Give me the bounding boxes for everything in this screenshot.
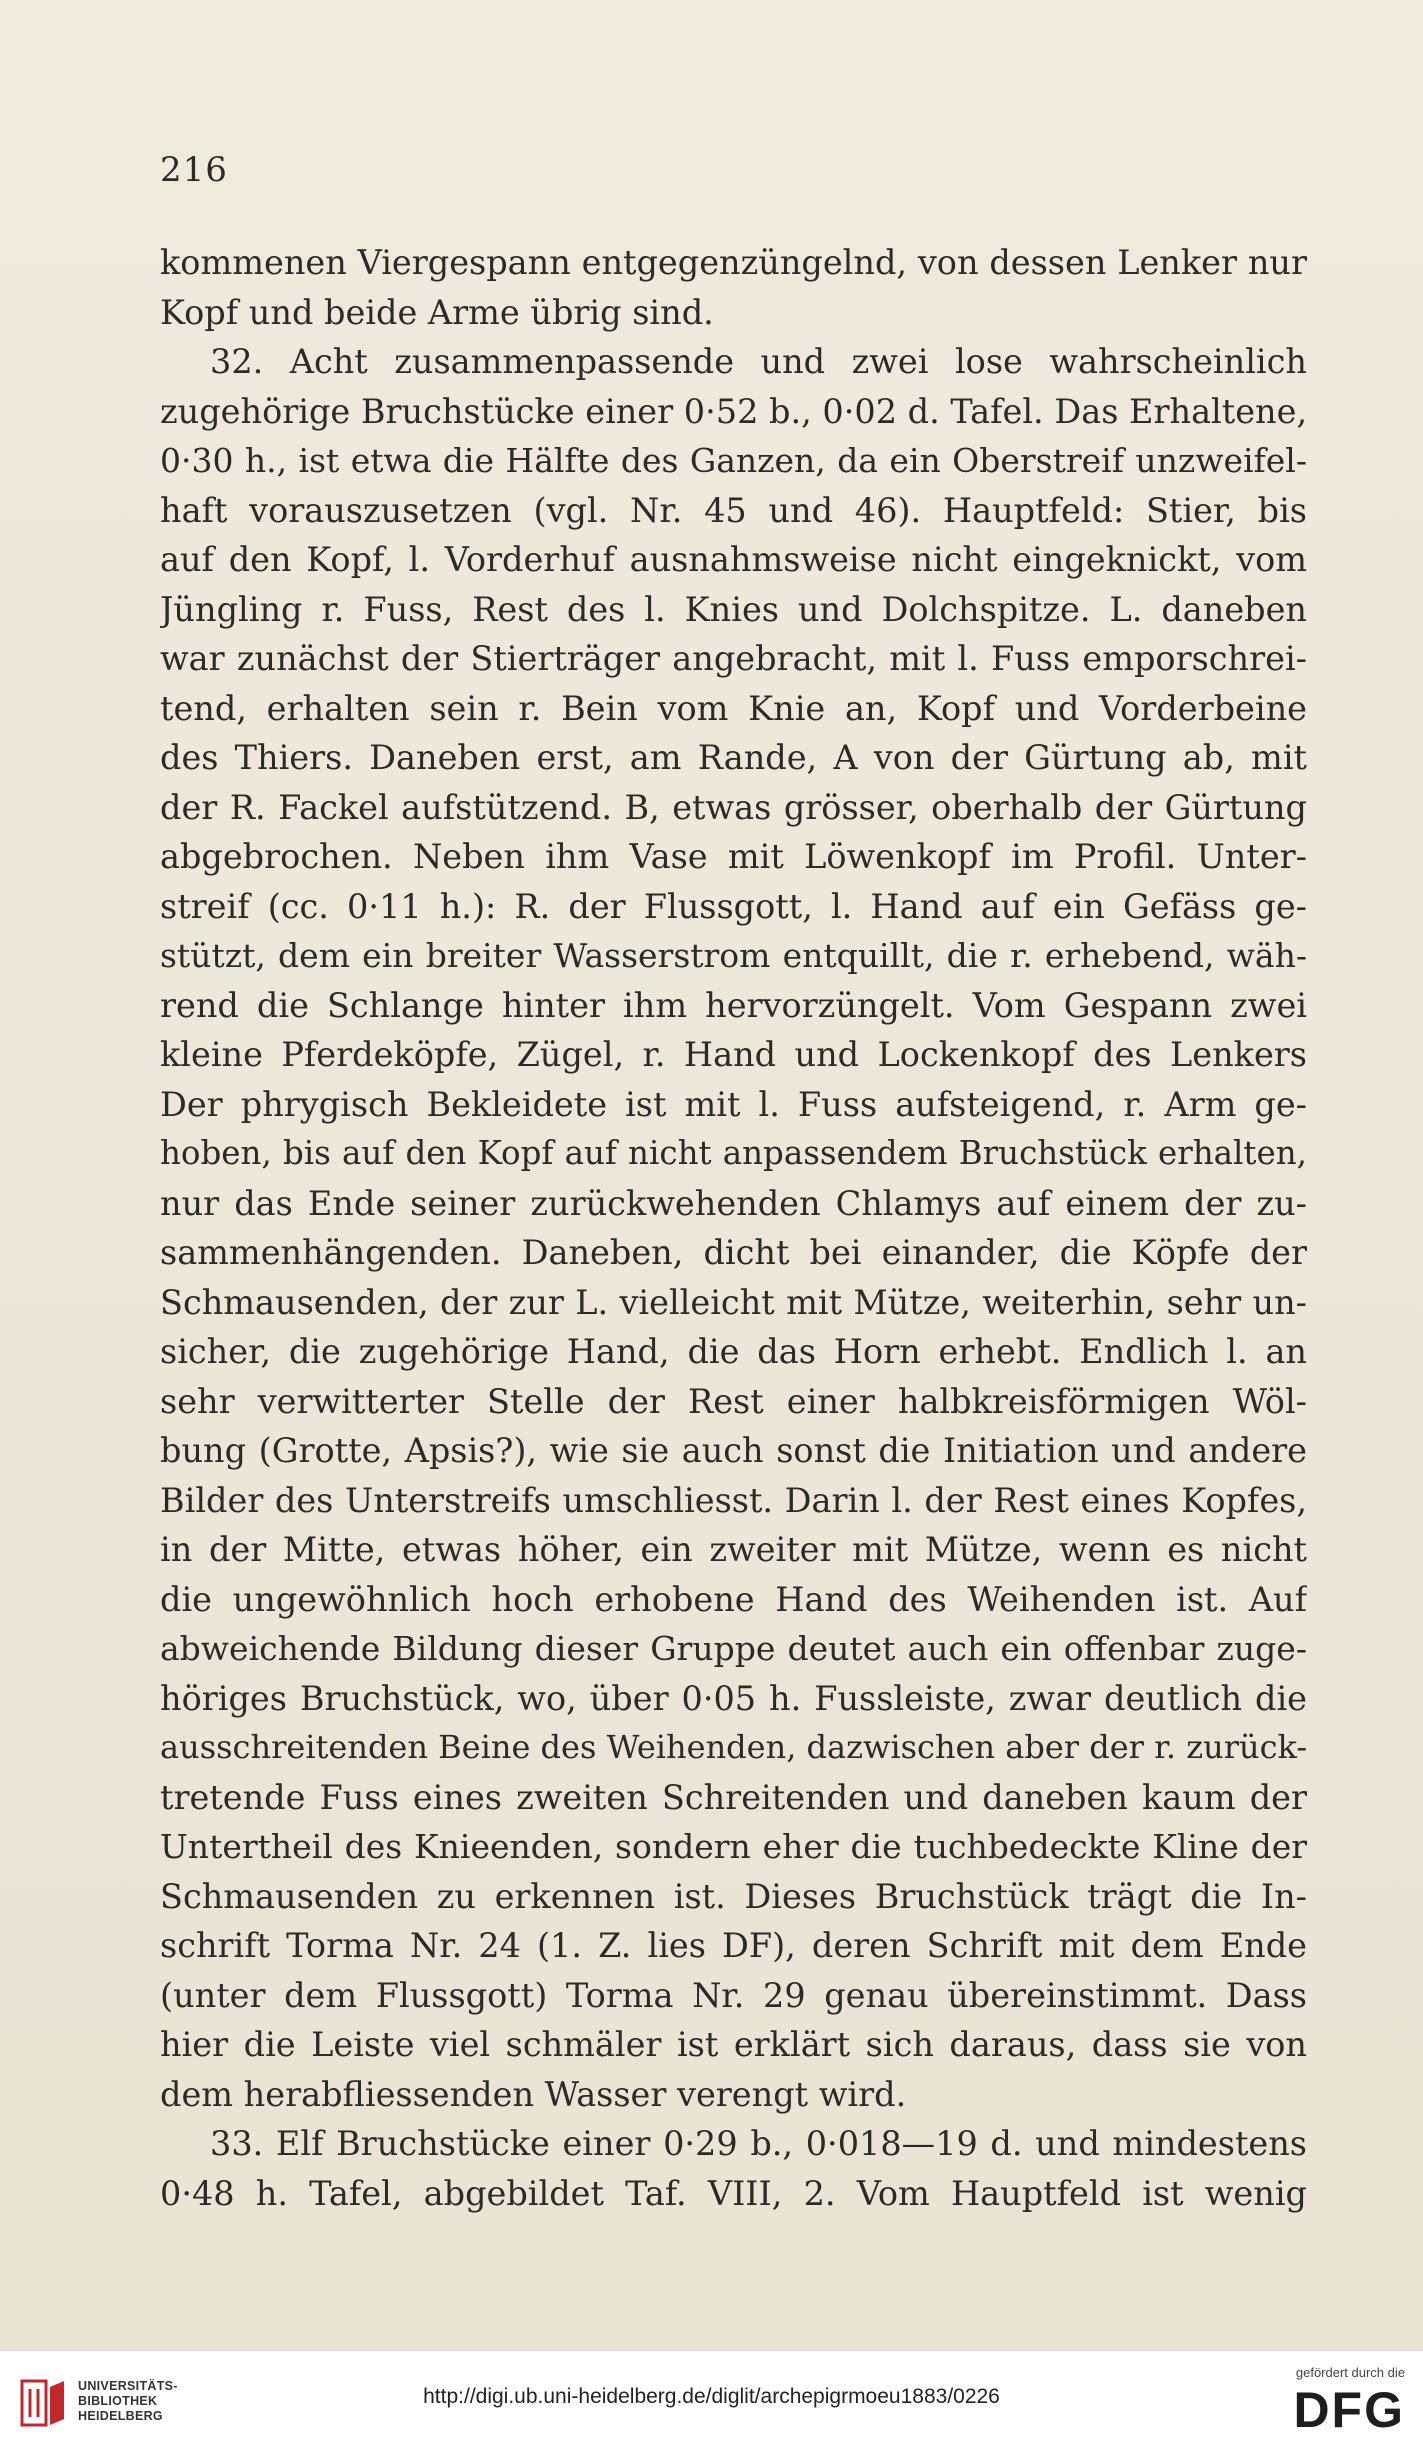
- permalink-url[interactable]: http://digi.ub.uni-heidelberg.de/diglit/archepigrmoeu1883/0226: [423, 2385, 1000, 2408]
- text-line: sehr verwitterter Stelle der Rest einer halbkreisförmigen Wöl-: [160, 1381, 1307, 1421]
- funder-name: DFG: [1293, 2382, 1405, 2438]
- text-line: die ungewöhnlich hoch erhobene Hand des Weihenden ist. Auf: [160, 1579, 1307, 1619]
- text-line: haft vorauszusetzen (vgl. Nr. 45 und 46). Hauptfeld: Stier, bis: [160, 490, 1307, 530]
- text-line: bung (Grotte, Apsis?), wie sie auch sonst die Initiation und andere: [160, 1431, 1307, 1470]
- text-line: des Thiers. Daneben erst, am Rande, A von der Gürtung ab, mit: [160, 738, 1307, 777]
- funder-note: gefördert durch die: [1295, 2365, 1405, 2380]
- text-line: Jüngling r. Fuss, Rest des l. Knies und Dolchspitze. L. daneben: [160, 589, 1307, 629]
- text-line: sicher, die zugehörige Hand, die das Horn erhebt. Endlich l. an: [160, 1332, 1307, 1371]
- text-line: kommenen Viergespann entgegenzüngelnd, von dessen Lenker nur: [160, 243, 1307, 282]
- text-line: rend die Schlange hinter ihm hervorzüngelt. Vom Gespann zwei: [160, 985, 1307, 1025]
- text-line: tretende Fuss eines zweiten Schreitenden und daneben kaum der: [160, 1777, 1307, 1817]
- text-line: (unter dem Flussgott) Torma Nr. 29 genau übereinstimmt. Dass: [160, 1975, 1307, 2015]
- text-line: stützt, dem ein breiter Wasserstrom entquillt, die r. erhebend, wäh-: [160, 936, 1307, 975]
- text-line: war zunächst der Stierträger angebracht, mit l. Fuss emporschrei-: [160, 639, 1307, 678]
- text-line: Der phrygisch Bekleidete ist mit l. Fuss aufsteigend, r. Arm ge-: [160, 1084, 1307, 1124]
- text-line: auf den Kopf, l. Vorderhuf ausnahmsweise nicht eingeknickt, vom: [160, 540, 1307, 579]
- text-line: schrift Torma Nr. 24 (1. Z. lies DF), deren Schrift mit dem Ende: [160, 1926, 1307, 1965]
- text-line: tend, erhalten sein r. Bein vom Knie an, Kopf und Vorderbeine: [160, 688, 1307, 728]
- text-line: der R. Fackel aufstützend. B, etwas grösser, oberhalb der Gürtung: [160, 787, 1307, 827]
- text-line: hoben, bis auf den Kopf auf nicht anpassendem Bruchstück erhalten,: [160, 1134, 1307, 1172]
- library-name-line: UNIVERSITÄTS-: [78, 2379, 178, 2393]
- text-line: in der Mitte, etwas höher, ein zweiter mit Mütze, wenn es nicht: [160, 1530, 1307, 1569]
- library-name-line: BIBLIOTHEK: [78, 2394, 158, 2408]
- text-line: 32. Acht zusammenpassende und zwei lose wahrscheinlich: [210, 342, 1307, 381]
- text-line: kleine Pferdeköpfe, Zügel, r. Hand und Lockenkopf des Lenkers: [160, 1035, 1307, 1074]
- text-line: höriges Bruchstück, wo, über 0·05 h. Fussleiste, zwar deutlich die: [160, 1678, 1307, 1718]
- text-line: dem herabfliessenden Wasser verengt wird.: [160, 2074, 907, 2114]
- dfg-logo[interactable]: [1255, 2365, 1405, 2438]
- text-line: sammenhängenden. Daneben, dicht bei einander, die Köpfe der: [160, 1233, 1307, 1272]
- page-number: 216: [160, 150, 228, 190]
- text-line: Untertheil des Knieenden, sondern eher die tuchbedeckte Kline der: [160, 1827, 1307, 1866]
- text-line: abgebrochen. Neben ihm Vase mit Löwenkopf im Profil. Unter-: [160, 837, 1307, 876]
- text-line: nur das Ende seiner zurückwehenden Chlamys auf einem der zu-: [160, 1183, 1307, 1223]
- text-line: hier die Leiste viel schmäler ist erklärt sich daraus, dass sie von: [160, 2025, 1307, 2064]
- text-line: Kopf und beide Arme übrig sind.: [160, 292, 714, 332]
- viewer-footer: [0, 2350, 1423, 2450]
- text-line: zugehörige Bruchstücke einer 0·52 b., 0·02 d. Tafel. Das Erhaltene,: [160, 391, 1307, 431]
- body-text: [160, 238, 1307, 2218]
- text-line: Schmausenden, der zur L. vielleicht mit Mütze, weiterhin, sehr un-: [160, 1282, 1307, 1322]
- text-line: 33. Elf Bruchstücke einer 0·29 b., 0·018—19 d. und mindestens: [210, 2124, 1307, 2163]
- library-name-line: HEIDELBERG: [78, 2409, 163, 2423]
- text-line: streif (cc. 0·11 h.): R. der Flussgott, l. Hand auf ein Gefäss ge-: [160, 886, 1307, 926]
- text-line: ausschreitenden Beine des Weihenden, dazwischen aber der r. zurück-: [160, 1728, 1307, 1766]
- text-line: 0·30 h., ist etwa die Hälfte des Ganzen, da ein Oberstreif unzweifel-: [160, 441, 1307, 480]
- text-line: abweichende Bildung dieser Gruppe deutet auch ein offenbar zuge-: [160, 1629, 1307, 1668]
- text-line: 0·48 h. Tafel, abgebildet Taf. VIII, 2. Vom Hauptfeld ist wenig: [160, 2173, 1307, 2213]
- text-line: Schmausenden zu erkennen ist. Dieses Bruchstück trägt die In-: [160, 1876, 1307, 1916]
- text-line: Bilder des Unterstreifs umschliesst. Darin l. der Rest eines Kopfes,: [160, 1480, 1307, 1520]
